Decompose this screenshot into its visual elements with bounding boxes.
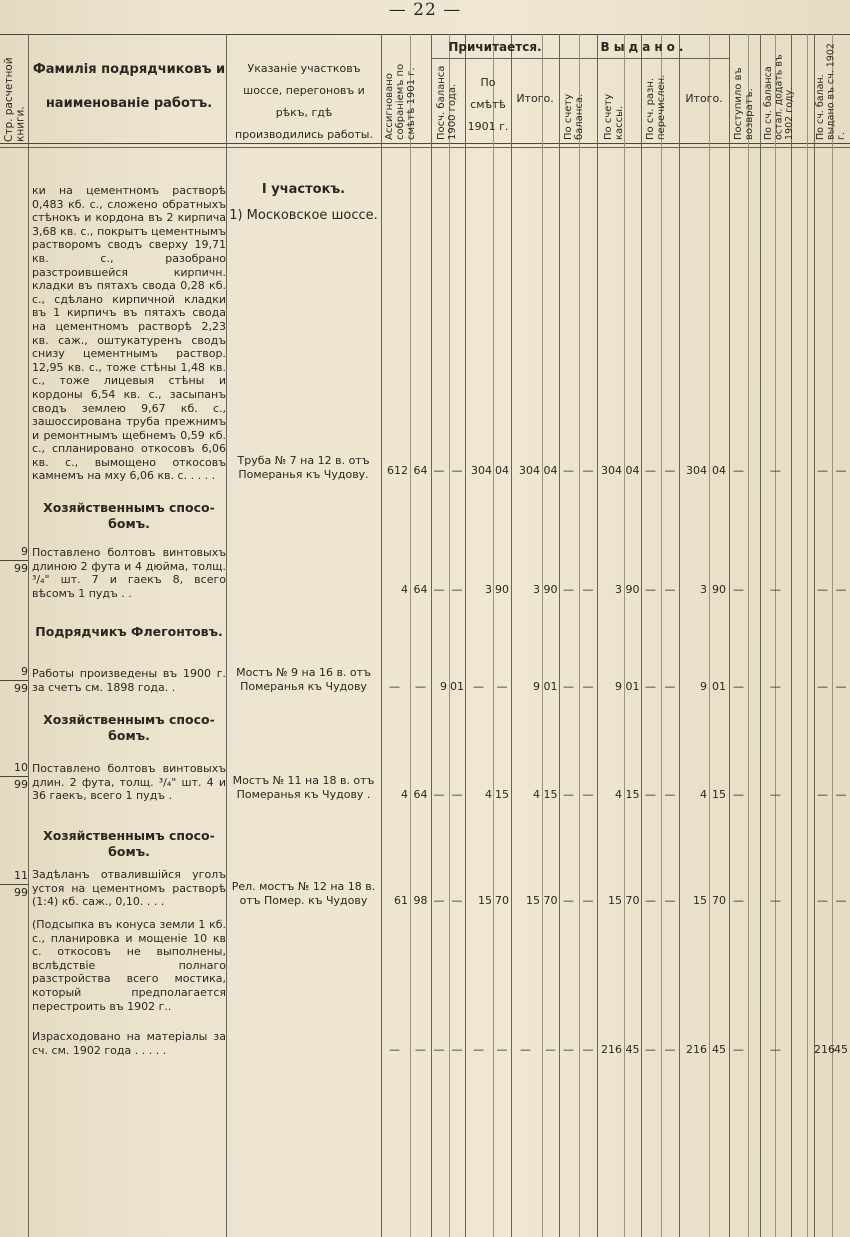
header-remain-1902: По сч. баланса остал. додать въ 1902 году. xyxy=(763,54,795,140)
row4-assigned-kopecks: 64 xyxy=(413,788,428,801)
col-rule xyxy=(814,34,815,1237)
row3-assigned-rubles: — xyxy=(389,680,400,693)
row4-paid-1902-rubles: — xyxy=(817,788,828,801)
row2-due-total-kopecks: 90 xyxy=(543,583,558,596)
row6-description: Израсходовано на матеріалы за сч. см. 1902 года . . . . . xyxy=(32,1030,226,1057)
page-number: — 22 — xyxy=(388,0,462,20)
row4-page-ref: 10 99 xyxy=(0,760,28,793)
row4-due-balance-rubles: — xyxy=(433,788,445,801)
row2-paid-cash-kopecks: 90 xyxy=(625,583,640,596)
row3-section-heading: Подрядчикъ Флегонтовъ. xyxy=(35,624,223,639)
col-rule xyxy=(597,34,598,1237)
row7-paid-balance-rubles: — xyxy=(563,1043,574,1056)
row3-due-balance-kopecks: 01 xyxy=(450,680,464,693)
row4-paid-misc-kopecks: — xyxy=(664,788,676,801)
row4-paid-balance-kopecks: — xyxy=(582,788,594,801)
row5-paid-total-kopecks: 70 xyxy=(712,894,726,907)
row1-paid-misc-rubles: — xyxy=(645,464,656,477)
row4-paid-total-kopecks: 15 xyxy=(712,788,726,801)
row2-paid-misc-kopecks: — xyxy=(664,583,676,596)
header-paid-misc: По сч. разн. перечислен. xyxy=(645,74,667,140)
col-rule xyxy=(449,34,450,1237)
row1-due-balance-rubles: — xyxy=(433,464,445,477)
row2-paid-balance-rubles: — xyxy=(563,583,574,596)
row5-location: Рел. мостъ № 12 на 18 в. отъ Помер. къ Чудову xyxy=(231,880,376,907)
row2-remain: — xyxy=(770,583,781,596)
row1-remain: — xyxy=(770,464,781,477)
col-rule xyxy=(679,34,680,1237)
header-assigned: Ассигновано собраніемъ по смѣтѣ 1901 г. xyxy=(384,63,417,140)
row4-returned: — xyxy=(733,788,744,801)
row1-assigned-rubles: 612 xyxy=(387,464,408,477)
col-rule xyxy=(709,34,710,1237)
row3-due-total-rubles: 9 xyxy=(533,680,540,693)
header-page-ref: Стр. расчетной книги. xyxy=(3,57,27,142)
row2-paid-cash-rubles: 3 xyxy=(615,583,622,596)
row4-due-estimate-kopecks: 15 xyxy=(495,788,509,801)
row4-paid-total-rubles: 4 xyxy=(700,788,707,801)
header-paid-balance: По счету баланса. xyxy=(563,93,585,140)
row1-paid-1902-kopecks: — xyxy=(835,464,847,477)
row7-due-estimate-rubles: — xyxy=(473,1043,484,1056)
row4-paid-balance-rubles: — xyxy=(563,788,574,801)
header-paid-cash: По счету кассы. xyxy=(603,93,625,140)
row1-assigned-kopecks: 64 xyxy=(413,464,428,477)
header-name-line2: наименованіе работъ. xyxy=(45,96,213,111)
row5-remain: — xyxy=(770,894,781,907)
col-rule xyxy=(729,34,730,1237)
row2-page-ref: 9 99 xyxy=(0,544,28,577)
row7-due-balance-rubles: — xyxy=(433,1043,445,1056)
row5-section-heading: Хозяйственнымъ спосо- бомъ. xyxy=(43,828,215,859)
row7-paid-cash-rubles: 216 xyxy=(601,1043,622,1056)
row5-paid-1902-rubles: — xyxy=(817,894,828,907)
row2-assigned-rubles: 4 xyxy=(401,583,408,596)
row2-assigned-kopecks: 64 xyxy=(413,583,428,596)
row3-due-estimate-rubles: — xyxy=(473,680,484,693)
row5-description: Задѣланъ отвалившійся уголъ устоя на цементномъ растворѣ (1:4) кб. саж., 0,10. . . . xyxy=(32,868,226,909)
row2-section-heading: Хозяйственнымъ спосо- бомъ. xyxy=(43,500,215,531)
col-rule xyxy=(511,34,512,1237)
row4-paid-1902-kopecks: — xyxy=(835,788,847,801)
row1-paid-total-rubles: 304 xyxy=(686,464,707,477)
row3-assigned-kopecks: — xyxy=(415,680,426,693)
row7-paid-total-rubles: 216 xyxy=(686,1043,707,1056)
row5-page-ref: 11 99 xyxy=(0,868,28,901)
header-top-rule xyxy=(0,34,850,35)
row5-paid-balance-kopecks: — xyxy=(582,894,594,907)
row1-paid-balance-kopecks: — xyxy=(582,464,594,477)
row3-location: Мостъ № 9 на 16 в. отъ Померанья къ Чудову xyxy=(236,666,371,693)
header-double-rule xyxy=(0,147,850,148)
header-due-total: Итого. xyxy=(516,92,554,105)
col-rule xyxy=(579,34,580,1237)
row1-paid-misc-kopecks: — xyxy=(664,464,676,477)
row3-paid-balance-rubles: — xyxy=(563,680,574,693)
row2-paid-misc-rubles: — xyxy=(645,583,656,596)
row1-description: ки на цементномъ растворѣ 0,483 кб. с., сложено обратныхъ стѣнокъ и кордона въ 2 кирпича 3,68 кв. с., покрытъ цементнымъ растворомъ сводъ сверху 19,71 кв. с., разобрано разстроившейся кирпичн. кладки въ пятахъ свода 0,28 кб. с., сдѣлано кирпичной кладки въ 1 кирпичъ въ пятахъ свода на цементномъ растворѣ 2,23 кв. саж., оштукатуренъ сводъ снизу цементнымъ раствор. 12,95 кв. с., тоже стѣны 1,48 кв. с., тоже лицевыя стѣны и кордоны 6,54 кв. с., засыпанъ сводъ землею 9,67 кб. с., зашоссирована труба прежнимъ и ремонтнымъ щебнемъ 0,59 кб. с., спланировано откосовъ 6,06 кв. с., вымощено откосовъ камнемъ на мху 6,06 кв. с. . . . . xyxy=(32,184,226,483)
row4-section-heading: Хозяйственнымъ спосо- бомъ. xyxy=(43,712,215,743)
row3-description: Работы произведены въ 1900 г. за счетъ см. 1898 года. . xyxy=(32,667,226,694)
col-rule xyxy=(465,34,466,1237)
col-rule xyxy=(542,34,543,1237)
row1-location-head: I участокъ. xyxy=(261,182,346,197)
row7-due-estimate-kopecks: — xyxy=(496,1043,508,1056)
col-rule xyxy=(807,34,808,1237)
row5-due-estimate-rubles: 15 xyxy=(478,894,492,907)
row7-due-total-rubles: — xyxy=(520,1043,531,1056)
col-rule xyxy=(748,34,749,1237)
header-group-paid: Выдано. xyxy=(600,40,688,54)
row2-paid-total-rubles: 3 xyxy=(700,583,707,596)
col-rule xyxy=(661,34,662,1237)
header-group-due: Причитается. xyxy=(448,40,542,54)
row2-returned: — xyxy=(733,583,744,596)
row5-paid-1902-kopecks: — xyxy=(835,894,847,907)
row7-paid-balance-kopecks: — xyxy=(582,1043,594,1056)
col-rule xyxy=(760,34,761,1237)
row2-paid-1902-rubles: — xyxy=(817,583,828,596)
row1-paid-cash-kopecks: 04 xyxy=(625,464,640,477)
row5-due-total-rubles: 15 xyxy=(526,894,540,907)
row1-paid-balance-rubles: — xyxy=(563,464,574,477)
row1-paid-1902-rubles: — xyxy=(817,464,828,477)
row7-paid-cash-kopecks: 45 xyxy=(625,1043,640,1056)
row3-paid-cash-rubles: 9 xyxy=(615,680,622,693)
row1-due-balance-kopecks: — xyxy=(451,464,463,477)
row2-due-balance-kopecks: — xyxy=(451,583,463,596)
row3-due-total-kopecks: 01 xyxy=(543,680,558,693)
row3-paid-misc-kopecks: — xyxy=(664,680,676,693)
col-rule xyxy=(28,34,29,1237)
row4-remain: — xyxy=(770,788,781,801)
row3-paid-cash-kopecks: 01 xyxy=(625,680,640,693)
row7-paid-misc-rubles: — xyxy=(645,1043,656,1056)
col-rule xyxy=(641,34,642,1237)
row3-paid-total-rubles: 9 xyxy=(700,680,707,693)
header-due-estimate: По смѣтѣ 1901 г. xyxy=(467,76,509,133)
row1-due-total-kopecks: 04 xyxy=(543,464,558,477)
header-location: Указаніе участковъ шоссе, перегоновъ и рѣкъ, гдѣ производились работы. xyxy=(235,62,373,141)
row2-paid-balance-kopecks: — xyxy=(582,583,594,596)
row5-due-balance-kopecks: — xyxy=(451,894,463,907)
row3-paid-total-kopecks: 01 xyxy=(712,680,726,693)
row1-paid-cash-rubles: 304 xyxy=(601,464,622,477)
row5-paid-balance-rubles: — xyxy=(563,894,574,907)
col-rule xyxy=(791,34,792,1237)
row3-paid-misc-rubles: — xyxy=(645,680,656,693)
row3-page-ref: 9 99 xyxy=(0,664,28,697)
row5-paid-misc-rubles: — xyxy=(645,894,656,907)
row7-paid-total-kopecks: 45 xyxy=(712,1043,726,1056)
row5-returned: — xyxy=(733,894,744,907)
row5-due-total-kopecks: 70 xyxy=(543,894,558,907)
col-rule xyxy=(624,34,625,1237)
row3-paid-1902-rubles: — xyxy=(817,680,828,693)
row7-assigned-kopecks: — xyxy=(415,1043,426,1056)
row5-paid-cash-kopecks: 70 xyxy=(625,894,640,907)
row5-assigned-rubles: 61 xyxy=(394,894,408,907)
header-due-balance: Посч. баланса 1900 года. xyxy=(436,65,458,140)
row4-description: Поставлено болтовъ винтовыхъ длин. 2 фута, толщ. ³/₄" шт. 4 и 36 гаекъ, всего 1 пудъ . xyxy=(32,762,226,803)
header-group-rule xyxy=(431,58,729,59)
row5-paid-misc-kopecks: — xyxy=(664,894,676,907)
row7-due-balance-kopecks: — xyxy=(451,1043,463,1056)
col-rule xyxy=(559,34,560,1237)
row4-due-total-rubles: 4 xyxy=(533,788,540,801)
row1-location-sub: 1) Московское шоссе. xyxy=(229,208,378,223)
row4-assigned-rubles: 4 xyxy=(401,788,408,801)
row3-paid-balance-kopecks: — xyxy=(582,680,594,693)
row2-paid-1902-kopecks: — xyxy=(835,583,847,596)
row7-paid-misc-kopecks: — xyxy=(664,1043,676,1056)
row4-due-balance-kopecks: — xyxy=(451,788,463,801)
row2-description: Поставлено болтовъ винтовыхъ длиною 2 фута и 4 дюйма, толщ. ³/₄" шт. 7 и гаекъ 8, всего вѣсомъ 1 пудъ . . xyxy=(32,546,226,600)
row5-assigned-kopecks: 98 xyxy=(413,894,428,907)
row7-remain: — xyxy=(770,1043,781,1056)
row7-paid-1902-rubles: 216 xyxy=(814,1043,835,1056)
row2-due-total-rubles: 3 xyxy=(533,583,540,596)
row1-returned: — xyxy=(733,464,744,477)
col-rule xyxy=(381,34,382,1237)
row5-paid-cash-rubles: 15 xyxy=(608,894,622,907)
header-returned: Поступило въ возвратъ. xyxy=(733,67,755,140)
row5-due-balance-rubles: — xyxy=(433,894,445,907)
row5-due-estimate-kopecks: 70 xyxy=(495,894,509,907)
col-rule xyxy=(775,34,776,1237)
row3-paid-1902-kopecks: — xyxy=(835,680,847,693)
row4-location: Мостъ № 11 на 18 в. отъ Померанья къ Чудову . xyxy=(232,774,375,801)
row5-paid-total-rubles: 15 xyxy=(693,894,707,907)
row1-location: Труба № 7 на 12 в. отъ Померанья къ Чудову. xyxy=(237,454,370,481)
header-paid-total: Итого. xyxy=(685,92,723,105)
row2-due-estimate-rubles: 3 xyxy=(485,583,492,596)
row4-paid-cash-kopecks: 15 xyxy=(625,788,640,801)
row2-due-balance-rubles: — xyxy=(433,583,445,596)
row2-paid-total-kopecks: 90 xyxy=(712,583,726,596)
row3-remain: — xyxy=(770,680,781,693)
row1-due-total-rubles: 304 xyxy=(519,464,540,477)
row2-due-estimate-kopecks: 90 xyxy=(495,583,509,596)
note-description: (Подсыпка въ конуса земли 1 кб. с., планировка и мощеніе 10 кв с. откосовъ не выполнены, вслѣдствіе полнаго разстройства всего мостика, который предполагается перестроить въ 1902 г.. xyxy=(32,918,226,1013)
row4-due-total-kopecks: 15 xyxy=(543,788,558,801)
row7-paid-1902-kopecks: 45 xyxy=(834,1043,848,1056)
header-paid-1902: По сч. балан. выдано въ сч. 1902 г. xyxy=(815,43,847,140)
row4-paid-cash-rubles: 4 xyxy=(615,788,622,801)
header-bottom-rule xyxy=(0,143,850,144)
row1-due-estimate-rubles: 304 xyxy=(471,464,492,477)
row3-returned: — xyxy=(733,680,744,693)
row3-due-estimate-kopecks: — xyxy=(496,680,508,693)
row4-due-estimate-rubles: 4 xyxy=(485,788,492,801)
row7-assigned-rubles: — xyxy=(389,1043,400,1056)
col-rule xyxy=(431,34,432,1237)
row7-returned: — xyxy=(733,1043,744,1056)
col-rule xyxy=(832,34,833,1237)
col-rule xyxy=(410,34,411,1237)
row1-paid-total-kopecks: 04 xyxy=(712,464,726,477)
row1-due-estimate-kopecks: 04 xyxy=(495,464,509,477)
row7-due-total-kopecks: — xyxy=(545,1043,556,1056)
row4-paid-misc-rubles: — xyxy=(645,788,656,801)
row3-due-balance-rubles: 9 xyxy=(440,680,447,693)
col-rule xyxy=(493,34,494,1237)
header-name-line1: Фамилія подрядчиковъ и xyxy=(32,62,226,77)
